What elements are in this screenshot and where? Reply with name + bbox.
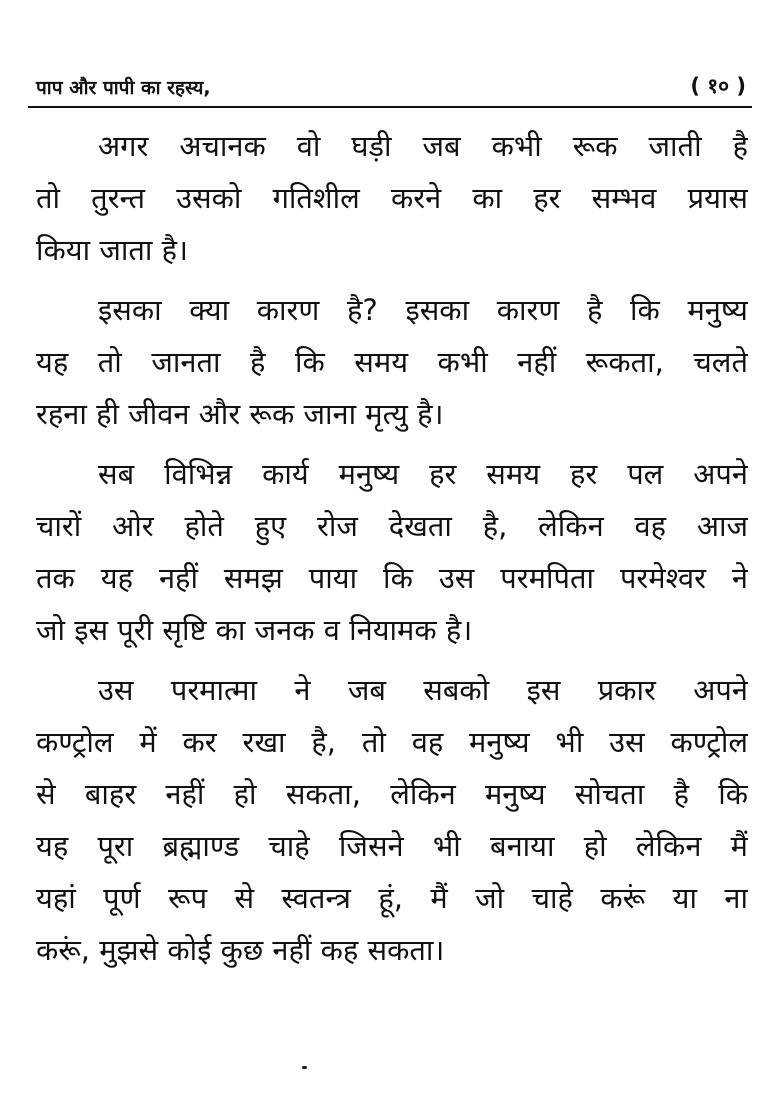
header-rule xyxy=(28,106,752,108)
paragraph-4 xyxy=(36,664,748,976)
text-line: तो तुरन्त उसको गतिशील करने का हर सम्भव प्रयास xyxy=(36,181,748,215)
text-line: कण्ट्रोल में कर रखा है, तो वह मनुष्य भी उस कण्ट्रोल xyxy=(36,725,748,759)
print-speck xyxy=(302,1066,307,1069)
text-line: तक यह नहीं समझ पाया कि उस परमपिता परमेश्वर ने xyxy=(36,561,748,595)
text-line: यहां पूर्ण रूप से स्वतन्त्र हूं, मैं जो चाहे करूं या ना xyxy=(36,881,748,915)
page-number: ( १० ) xyxy=(690,74,746,98)
text-line: करूं, मुझसे कोई कुछ नहीं कह सकता। xyxy=(36,933,445,967)
text-line: रहना ही जीवन और रूक जाना मृत्यु है। xyxy=(36,397,444,431)
text-line: उस परमात्मा ने जब सबको इस प्रकार अपने xyxy=(98,673,748,707)
text-line: जो इस पूरी सृष्टि का जनक व नियामक है। xyxy=(36,613,473,647)
text-line: इसका क्या कारण है? इसका कारण है कि मनुष्य xyxy=(98,293,748,327)
paragraph-3 xyxy=(36,448,748,656)
text-line: चारों ओर होते हुए रोज देखता है, लेकिन वह आज xyxy=(36,509,748,543)
text-line: यह पूरा ब्रह्माण्ड चाहे जिसने भी बनाया हो लेकिन मैं xyxy=(36,829,748,863)
text-line: से बाहर नहीं हो सकता, लेकिन मनुष्य सोचता है कि xyxy=(36,777,748,811)
text-line: सब विभिन्न कार्य मनुष्य हर समय हर पल अपने xyxy=(98,457,748,491)
body-text xyxy=(36,120,748,984)
text-line: यह तो जानता है कि समय कभी नहीं रूकता, चलते xyxy=(36,345,748,379)
page-header xyxy=(36,70,746,106)
paragraph-2 xyxy=(36,284,748,440)
text-line: अगर अचानक वो घड़ी जब कभी रूक जाती है xyxy=(98,129,748,163)
running-title: पाप और पापी का रहस्य, xyxy=(36,77,211,99)
text-line: किया जाता है। xyxy=(36,233,189,267)
paragraph-1 xyxy=(36,120,748,276)
